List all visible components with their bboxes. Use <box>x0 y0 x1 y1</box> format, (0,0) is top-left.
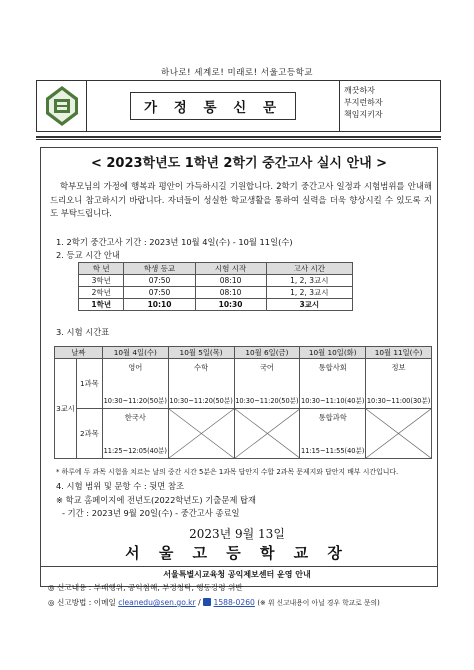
notice-intro: 학부모님의 가정에 행복과 평안이 가득하시길 기원합니다. 2학기 중간고사 일정과 시험범위를 안내해 드리오니 참고하시기 바랍니다. 자녀들이 성실한 학교생활을 통하여 실력을 더욱 향상시킬 수 있도록 지도 부탁드립니다. <box>50 181 432 219</box>
slogan: 깨끗하자 <box>344 86 375 95</box>
table-header: 날짜 <box>55 347 103 359</box>
table-cell: 3학년 <box>79 275 124 287</box>
table-cell: 10:10 <box>124 299 195 311</box>
exam-cell: 영어 10:30~11:20(50분) <box>102 359 168 409</box>
table-header: 10월 10일(화) <box>300 347 366 359</box>
exam-cell: 한국사 11:25~12:05(40분) <box>102 409 168 459</box>
subject-label: 2과목 <box>76 409 102 459</box>
table-row <box>79 275 353 287</box>
newsletter-header <box>36 80 441 132</box>
notice-title: < 2023학년도 1학년 2학기 중간고사 실시 안내 > <box>90 156 388 171</box>
exam-cell: 통합과학 11:15~11:55(40분) <box>300 409 366 459</box>
empty-cell <box>234 409 300 459</box>
table-cell: 1학년 <box>79 299 124 311</box>
divider <box>36 139 441 140</box>
table-cell: 3교시 <box>266 299 352 311</box>
phone-link[interactable]: 1588-0260 <box>213 598 255 607</box>
table-row <box>79 287 353 299</box>
newsletter-title: 가 정 통 신 문 <box>130 92 296 120</box>
table-header: 학생 등교 <box>124 263 195 275</box>
empty-cell <box>168 409 234 459</box>
table-cell: 2학년 <box>79 287 124 299</box>
table-cell: 08:10 <box>195 275 266 287</box>
arrival-heading: 2. 등교 시간 안내 <box>56 250 120 260</box>
table-header: 10월 5일(목) <box>168 347 234 359</box>
issue-date: 2023년 9월 13일 <box>189 527 285 541</box>
timetable-heading: 3. 시험 시간표 <box>56 327 110 337</box>
exam-cell: 수학 10:30~11:20(50분) <box>168 359 234 409</box>
report-method: ◎ 신고방법 : 이메일 cleanedu@sen.go.kr / 1588-0260 (※ 위 신고내용이 아닐 경우 학교로 문의) <box>48 598 380 607</box>
arrival-time-table <box>78 262 353 311</box>
exam-cell: 정보 10:30~11:00(30분) <box>366 359 432 409</box>
exam-range: 4. 시험 범위 및 문항 수 : 뒷면 참조 <box>56 481 184 491</box>
exam-cell: 국어 10:30~11:20(50분) <box>234 359 300 409</box>
school-emblem-icon <box>37 81 87 131</box>
exam-period: 1. 2학기 중간고사 기간 : 2023년 10월 4일(수) - 10월 11일(수) <box>56 237 293 247</box>
exam-cell: 통합사회 10:30~11:10(40분) <box>300 359 366 409</box>
table-cell: 07:50 <box>124 275 195 287</box>
table-cell: 1, 2, 3교시 <box>266 275 352 287</box>
table-cell: 1, 2, 3교시 <box>266 287 352 299</box>
table-row <box>79 299 353 311</box>
subject-label: 1과목 <box>76 359 102 409</box>
table-header: 고사 시간 <box>266 263 352 275</box>
table-header: 10월 4일(수) <box>102 347 168 359</box>
table-cell: 07:50 <box>124 287 195 299</box>
table-cell: 10:30 <box>195 299 266 311</box>
table-cell: 08:10 <box>195 287 266 299</box>
phone-icon <box>203 598 211 606</box>
email-link[interactable]: cleanedu@sen.go.kr <box>118 598 196 607</box>
empty-cell <box>366 409 432 459</box>
school-slogans <box>340 81 440 131</box>
slogan: 부지런하자 <box>344 98 383 107</box>
period-label: 3교시 <box>55 359 77 459</box>
table-header: 시험 시작 <box>195 263 266 275</box>
table-header: 학 년 <box>79 263 124 275</box>
exam-note: * 하루에 두 과목 시험을 치르는 날의 중간 시간 5분은 1과목 답안지 수합 2과목 문제지와 답안지 배부 시간입니다. <box>56 468 399 476</box>
footer-title: 서울특별시교육청 공익제보센터 운영 안내 <box>163 570 311 579</box>
school-principal: 서 울 고 등 학 교 장 <box>125 544 349 562</box>
exam-timetable <box>54 346 432 459</box>
report-content: ◎ 신고내용 : 부패행위, 공익침해, 부정청탁, 행동강령 위반 <box>48 583 243 592</box>
divider <box>36 136 441 138</box>
table-header: 10월 11일(수) <box>366 347 432 359</box>
table-row <box>55 359 432 409</box>
school-motto: 하나로! 세계로! 미래로! 서울고등학교 <box>161 68 313 78</box>
website-period: - 기간 : 2023년 9월 20일(수) - 중간고사 종료일 <box>62 508 240 518</box>
table-header: 10월 6일(금) <box>234 347 300 359</box>
table-row <box>55 409 432 459</box>
slogan: 책임지키자 <box>344 110 383 119</box>
website-notice: ※ 학교 홈페이지에 전년도(2022학년도) 기출문제 탑재 <box>56 495 257 505</box>
